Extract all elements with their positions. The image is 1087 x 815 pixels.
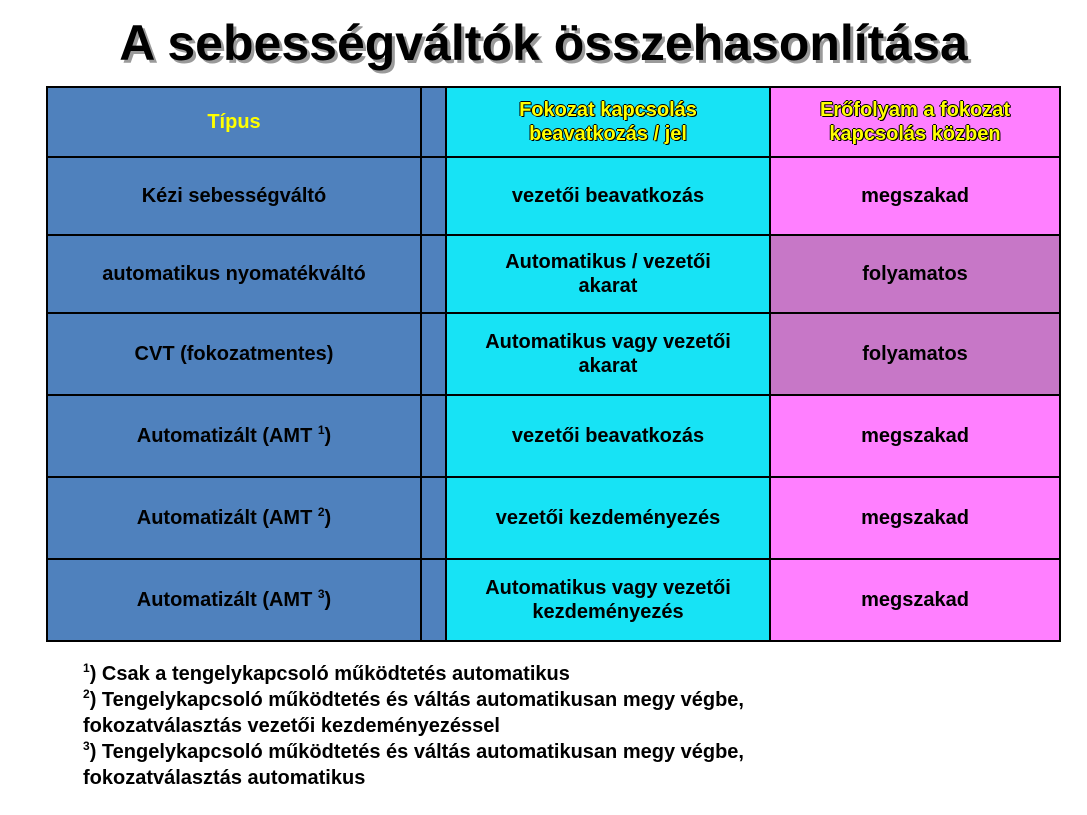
row-shift: vezetői beavatkozás — [446, 395, 770, 477]
row-type: automatikus nyomatékváltó — [47, 235, 421, 313]
footnotes — [83, 661, 744, 791]
comparison-table — [46, 86, 1061, 642]
table-row — [47, 395, 1060, 477]
footnote-ref: 2 — [317, 505, 325, 519]
row-shift: Automatikus vagy vezetői akarat — [446, 313, 770, 395]
table-row — [47, 235, 1060, 313]
footnote: $^1$) Csak a tengelykapcsoló működtetés automatikus — [83, 661, 570, 685]
spacer-cell — [421, 395, 446, 477]
page-title: A sebességváltók összehasonlítása — [119, 15, 968, 71]
table-row — [47, 477, 1060, 559]
row-shift: vezetői beavatkozás — [446, 157, 770, 235]
header-type: Típus — [47, 87, 421, 157]
spacer-cell — [421, 477, 446, 559]
row-shift: Automatikus / vezetői akarat — [446, 235, 770, 313]
spacer-cell — [421, 235, 446, 313]
row-shift: Automatikus vagy vezetői kezdeményezés — [446, 559, 770, 641]
footnote: $^2$) Tengelykapcsoló működtetés és váltás automatikusan megy végbe, fokozatválasztás vezetői kezdeményezéssel — [83, 687, 744, 737]
row-type: Automatizált (AMT $^2$) — [47, 477, 421, 559]
spacer-cell — [421, 559, 446, 641]
row-torque: megszakad — [770, 395, 1060, 477]
row-type: Kézi sebességváltó — [47, 157, 421, 235]
header-torque: Erőfolyam a fokozat kapcsolás közben — [770, 87, 1060, 157]
footnote-ref: 3 — [317, 587, 325, 601]
footnote-ref: 1 — [317, 423, 325, 437]
table-row — [47, 559, 1060, 641]
row-torque: folyamatos — [770, 313, 1060, 395]
table-row — [47, 313, 1060, 395]
row-type: Automatizált (AMT $^1$) — [47, 395, 421, 477]
row-type: Automatizált (AMT $^3$) — [47, 559, 421, 641]
spacer-cell — [421, 87, 446, 157]
row-torque: megszakad — [770, 559, 1060, 641]
row-shift: vezetői kezdeményezés — [446, 477, 770, 559]
table-row — [47, 157, 1060, 235]
row-torque: megszakad — [770, 157, 1060, 235]
table-header-row — [47, 87, 1060, 157]
footnote: $^3$) Tengelykapcsoló működtetés és váltás automatikusan megy végbe, fokozatválasztás automatikus — [83, 739, 744, 789]
row-type: CVT (fokozatmentes) — [47, 313, 421, 395]
spacer-cell — [421, 313, 446, 395]
spacer-cell — [421, 157, 446, 235]
header-shift: Fokozat kapcsolás beavatkozás / jel — [446, 87, 770, 157]
row-torque: folyamatos — [770, 235, 1060, 313]
row-torque: megszakad — [770, 477, 1060, 559]
